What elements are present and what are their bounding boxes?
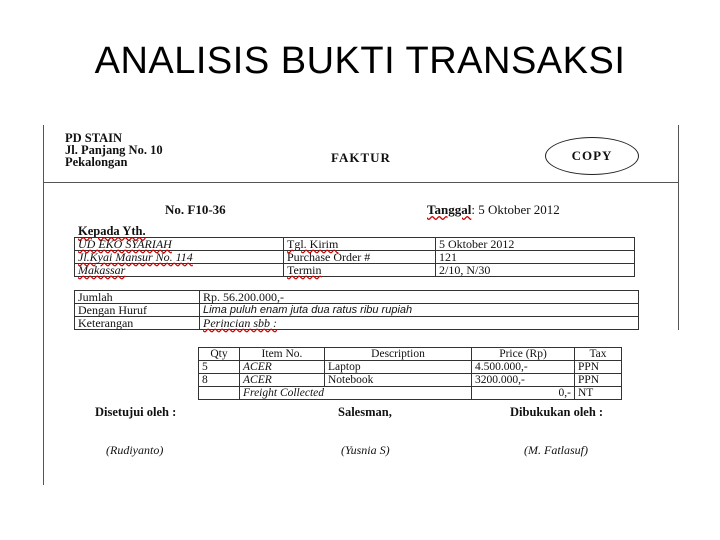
item-cell: ACER [240,374,325,387]
summary-label: Dengan Huruf [75,304,200,317]
price-cell: 3200.000,- [472,374,575,387]
table-row [75,251,635,264]
summary-words: Lima puluh enam juta dua ratus ribu rupiah [200,304,639,317]
invoice-document [43,125,679,485]
table-row [199,387,622,400]
company-block [65,132,163,168]
ship-label: Tgl. Kirim [284,238,436,251]
posted-by-label: Dibukukan oleh : [510,405,604,419]
column-header: Qty [199,348,240,361]
ship-value: 5 Oktober 2012 [436,238,635,251]
header-divider [43,182,679,183]
qty-cell [199,387,240,400]
approved-by-label: Disetujui oleh : [95,405,177,419]
table-row [75,304,639,317]
left-border [43,125,44,485]
ship-label: Termin [284,264,436,277]
column-header: Item No. [240,348,325,361]
company-name: PD STAIN [65,131,123,145]
ship-value: 121 [436,251,635,264]
salesman-name: (Yusnia S) [341,443,390,457]
date-value: : 5 Oktober 2012 [471,202,560,217]
right-border [678,125,679,330]
price-cell: 4.500.000,- [472,361,575,374]
slide-title: ANALISIS BUKTI TRANSAKSI [94,40,626,82]
date-label: Tanggal [427,202,472,217]
salesman-label: Salesman, [338,405,392,419]
qty-cell: 5 [199,361,240,374]
table-row [75,264,635,277]
summary-table [74,290,639,330]
company-address: Jl. Panjang No. 10 [65,143,163,157]
doc-title: FAKTUR [331,150,391,165]
ship-label: Purchase Order # [284,251,436,264]
table-row [75,238,635,251]
summary-note: Perincian sbb : [200,317,639,330]
poster-name: (M. Fatlasuf) [524,443,588,457]
summary-amount: Rp. 56.200.000,- [200,291,639,304]
recipient-shipping-table [74,237,635,277]
tax-cell: PPN [575,374,622,387]
table-row [75,317,639,330]
recipient-city: Makassar [75,264,284,277]
table-row [199,374,622,387]
recipient-address: Jl.Kyai Mansur No. 114 [75,251,284,264]
summary-label: Jumlah [75,291,200,304]
column-header: Price (Rp) [472,348,575,361]
freight-tax: NT [575,387,622,400]
invoice-number: No. F10-36 [165,202,226,217]
recipient-name: UD EKO SYARIAH [75,238,284,251]
to-label: Kepada Yth. [78,224,146,238]
freight-price: 0,- [472,387,575,400]
column-header: Tax [575,348,622,361]
approver-name: (Rudiyanto) [106,443,164,457]
table-row [75,291,639,304]
items-table [198,347,622,400]
table-row [199,361,622,374]
ship-value: 2/10, N/30 [436,264,635,277]
column-header: Description [325,348,472,361]
desc-cell: Notebook [325,374,472,387]
copy-stamp: COPY [545,137,639,175]
item-cell: ACER [240,361,325,374]
company-city: Pekalongan [65,155,128,169]
tax-cell: PPN [575,361,622,374]
summary-label: Keterangan [75,317,200,330]
qty-cell: 8 [199,374,240,387]
table-header-row [199,348,622,361]
invoice-date [427,202,560,218]
freight-label: Freight Collected [240,387,472,400]
desc-cell: Laptop [325,361,472,374]
